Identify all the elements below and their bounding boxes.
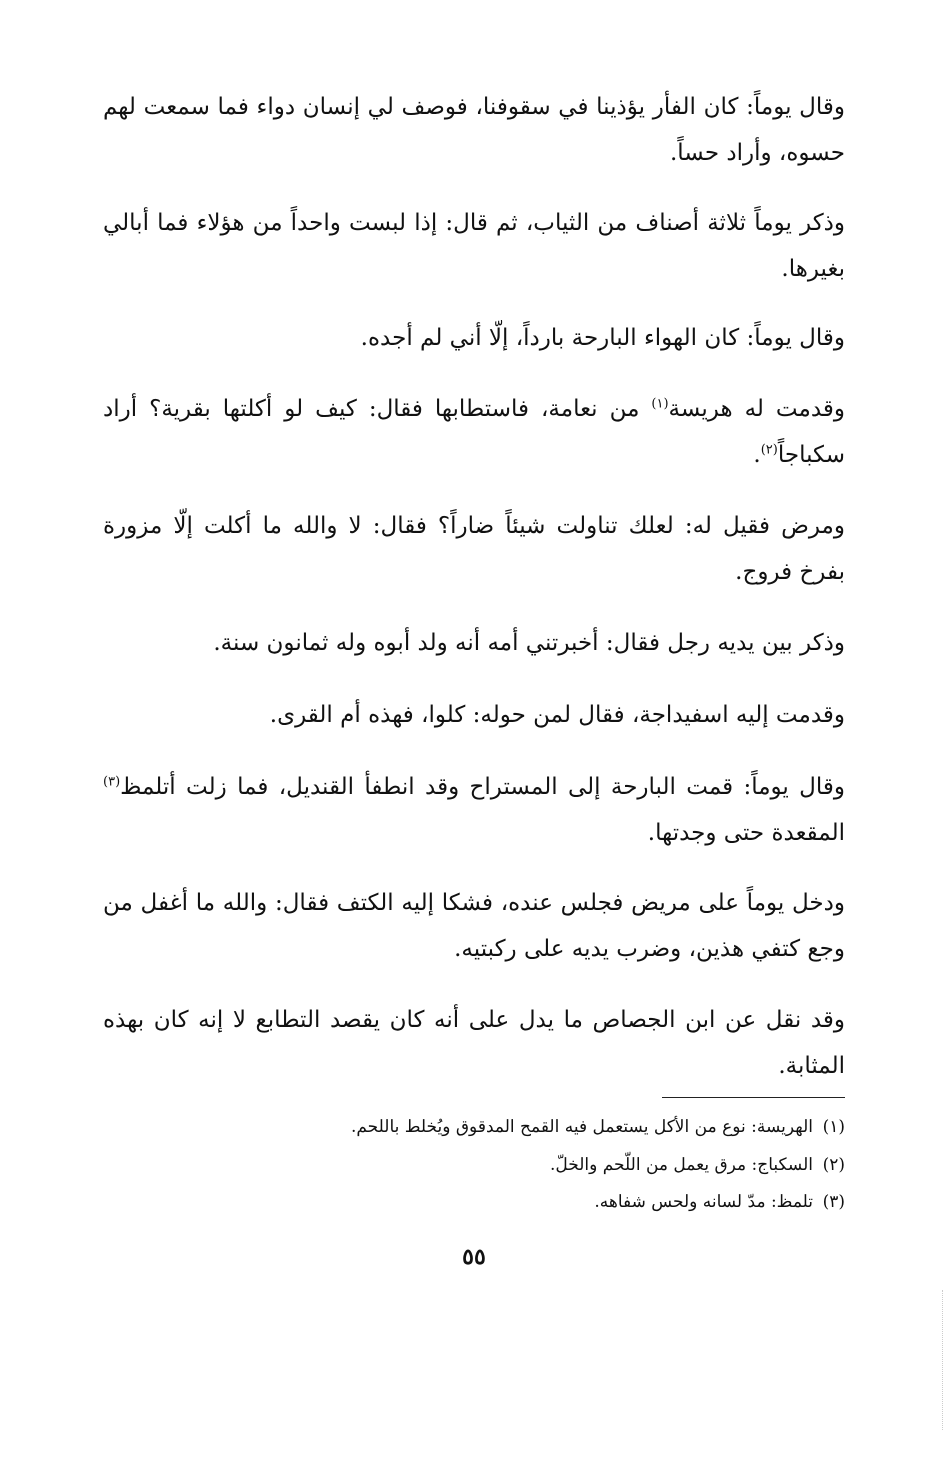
footnote-number: (٢) [822,1155,845,1175]
footnote [103,1148,845,1182]
paragraph: وقال يوماً: كان الفأر يؤذينا في سقوفنا، فوصف لي إنسان دواء فما سمعت لهم حسوه، وأراد حساً. [103,94,845,166]
paragraph: وقدمت إليه اسفيداجة، فقال لمن حوله: كلوا، فهذه أم القرى. [269,702,845,728]
paragraph: وقد نقل عن ابن الجصاص ما يدل على أنه كان يقصد التطابع لا إنه كان بهذه المثابة. [103,1007,845,1079]
paragraph-text: المقعدة حتى وجدتها. [647,820,845,846]
footnote-ref[interactable]: (٣) [103,774,121,790]
paragraph-text: من نعامة، فاستطابها فقال: كيف لو أكلتها بقرية؟ أراد سكباجاً [103,396,845,468]
paragraph: ودخل يوماً على مريض فجلس عنده، فشكا إليه الكتف فقال: والله ما أغفل من وجع كتفي هذين، وضرب يديه على ركبتيه. [103,890,845,962]
footnote-text: السكباج: مرق يعمل من اللّحم والخلّ. [549,1155,813,1175]
footnote-ref[interactable]: (٢) [760,442,778,458]
footnote-number: (٣) [822,1192,845,1212]
footnote-text: تلمظ: مدّ لسانه ولحس شفاهه. [594,1192,813,1212]
paragraph [103,386,845,478]
footnote-number: (١) [822,1117,845,1137]
footnote-text: الهريسة: نوع من الأكل يستعمل فيه القمح المدقوق ويُخلط باللحم. [350,1117,813,1137]
footnote [103,1185,845,1219]
footnote-divider [662,1097,845,1098]
scan-edge-mark [942,1290,945,1430]
footnote-ref[interactable]: (١) [651,396,669,412]
paragraph-text: وقال يوماً: قمت البارحة إلى المستراح وقد انطفأ القنديل، فما زلت أتلمظ [120,774,845,800]
paragraph-text: . [753,442,761,468]
paragraph-text: وقدمت له هريسة [668,396,845,422]
paragraph [103,764,845,856]
page-number: ٥٥ [462,1244,486,1270]
paragraph: ومرض فقيل له: لعلك تناولت شيئاً ضاراً؟ فقال: لا والله ما أكلت إلّا مزورة بفرخ فروج. [103,513,845,585]
paragraph: وقال يوماً: كان الهواء البارحة بارداً، إلّا أني لم أجده. [360,325,845,351]
footnote [103,1110,845,1144]
paragraph: وذكر يوماً ثلاثة أصناف من الثياب، ثم قال: إذا لبست واحداً من هؤلاء فما أبالي بغيرها. [103,210,845,282]
paragraph: وذكر بين يديه رجل فقال: أخبرتني أمه أنه ولد أبوه وله ثمانون سنة. [213,630,845,656]
